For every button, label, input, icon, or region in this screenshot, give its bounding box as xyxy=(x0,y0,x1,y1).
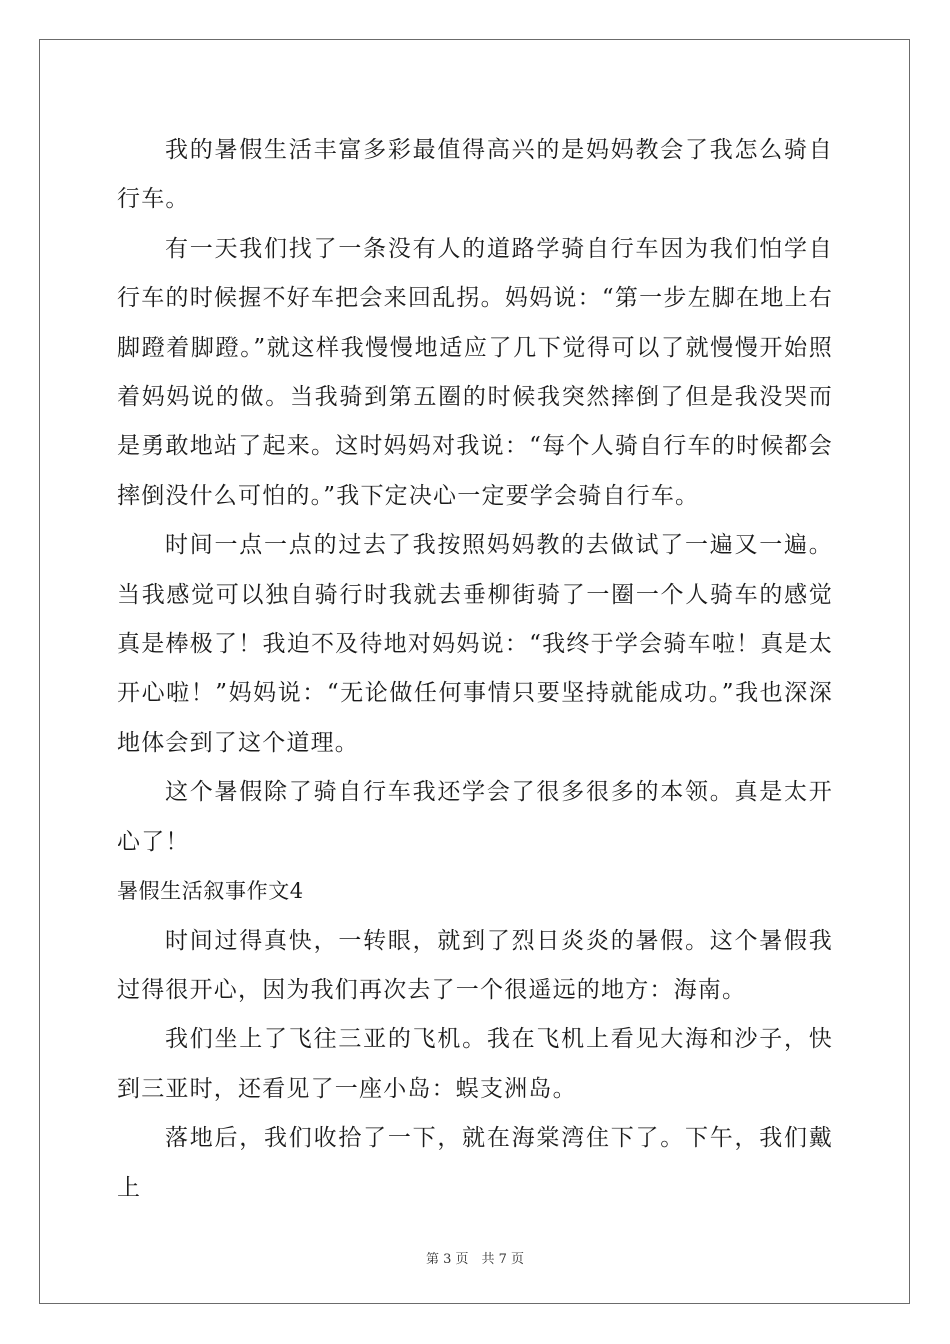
paragraph: 这个暑假除了骑自行车我还学会了很多很多的本领。真是太开心了！ xyxy=(117,779,833,855)
paragraph: 我们坐上了飞往三亚的飞机。我在飞机上看见大海和沙子，快到三亚时，还看见了一座小岛：蜈支洲岛。 xyxy=(117,1026,833,1102)
paragraph: 有一天我们找了一条没有人的道路学骑自行车因为我们怕学自行车的时候握不好车把会来回乱拐。妈妈说：“第一步左脚在地上右脚蹬着脚蹬。”就这样我慢慢地适应了几下觉得可以了就慢慢开始照着妈妈说的做。当我骑到第五圈的时候我突然摔倒了但是我没哭而是勇敢地站了起来。这时妈妈对我说：“每个人骑自行车的时候都会摔倒没什么可怕的。”我下定决心一定要学会骑自行车。 xyxy=(117,235,833,509)
page-number: 第 3 页 共 7 页 xyxy=(425,1252,525,1267)
paragraph: 落地后，我们收拾了一下，就在海棠湾住下了。下午，我们戴上 xyxy=(117,1125,833,1201)
paragraph: 时间过得真快，一转眼，就到了烈日炎炎的暑假。这个暑假我过得很开心，因为我们再次去了一个很遥远的地方：海南。 xyxy=(117,927,833,1003)
paragraph: 我的暑假生活丰富多彩最值得高兴的是妈妈教会了我怎么骑自行车。 xyxy=(117,137,833,213)
page-footer xyxy=(0,1248,950,1267)
section-heading: 暑假生活叙事作文4 xyxy=(117,879,304,904)
document-body xyxy=(117,126,833,1213)
paragraph: 时间一点一点的过去了我按照妈妈教的去做试了一遍又一遍。当我感觉可以独自骑行时我就去垂柳街骑了一圈一个人骑车的感觉真是棒极了！我迫不及待地对妈妈说：“我终于学会骑车啦！真是太开心啦！”妈妈说：“无论做任何事情只要坚持就能成功。”我也深深地体会到了这个道理。 xyxy=(117,532,833,756)
